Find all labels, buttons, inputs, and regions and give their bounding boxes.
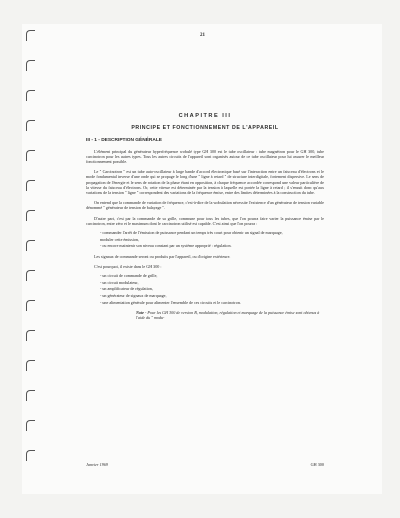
footer-date: Janvier 1969 xyxy=(86,462,108,467)
paragraph: C'est pourquoi, il existe dans le GH 300 : xyxy=(94,263,162,269)
paragraph: Les signaux de commande seront ou produits par l'appareil, ou d'origine extérieure. xyxy=(94,253,231,259)
list-item: - un circuit de commande de grille, xyxy=(100,273,158,279)
list-item: - un amplificateur de régulation, xyxy=(100,286,153,292)
footer xyxy=(86,462,324,467)
note-label: Note xyxy=(136,310,144,316)
list-circuits xyxy=(100,273,324,305)
list-item: moduler cette émission, xyxy=(100,236,139,242)
list-item: - un circuit modulateur, xyxy=(100,279,139,285)
paragraph: L'élément principal du générateur hyperfréquence wobulé type GH 300 est le tube oscillateur : tube magnétron pour le GH 300, tube carcinotron pour les autres types. Tous les autres circuits de l'appareil sont organisés autour de ce tube oscillateur pour lui assurer le meilleur fonctionnement possible. xyxy=(86,148,324,165)
page-number: 21 xyxy=(200,33,205,38)
chapter-heading: CHAPITRE III xyxy=(178,113,232,119)
note xyxy=(136,310,326,320)
list-item: - commander l'arrêt de l'émission de puissance pendant un temps très court pour obtenir un signal de marquage, xyxy=(100,230,283,236)
paragraph: Le " Carcinotron " est un tube auto-oscillateur à large bande d'accord électronique basé sur l'interaction entre un faisceau d'électrons et le mode fondamental inverse d'une onde qui se propage le long d'une " ligne à retard " de structure interdigitale, fortement dispersive. Le sens de propagation de l'énergie et le sens de rotation de la phase étant en opposition, à chaque fréquence accordée correspond une valeur particulière de la vitesse du faisceau d'électrons. Or, cette vitesse est déterminée par la tension à laquelle est portée la ligne à retard ; il s'ensuit donc qu'aux variations de la tension " ligne " correspondent des variations de la fréquence émise, entre des limites déterminées à la construction du tube. xyxy=(86,169,324,196)
chapter-title: PRINCIPE ET FONCTIONNEMENT DE L'APPAREIL xyxy=(131,125,279,132)
list-item: - ou encore maintenir son niveau constant par un système approprié : régulation. xyxy=(100,243,232,249)
note-text: - Pour les GH 300 de version B, modulation, régulation et marquage de la puissance émise sont obtenus à l'aide du " modu- xyxy=(136,310,320,321)
section-heading: III - 1 - DESCRIPTION GÉNÉRALE xyxy=(86,138,162,144)
list-commands xyxy=(100,230,324,249)
paragraph: D'autre part, c'est par la commande de sa grille, commune pour tous les tubes, que l'on pourra faire varier la puissance émise par le carcinotron, entre zéro et le maximum dont le carcinotron utilisé est capable. C'est ainsi que l'on pourra : xyxy=(86,215,324,226)
list-item: - une alimentation générale pour alimenter l'ensemble de ces circuits et le carcinotron. xyxy=(100,299,241,305)
footer-model: GH 300 xyxy=(310,462,324,467)
binder-holes xyxy=(26,30,38,480)
paragraph: On entend que la commande de variation de fréquence, c'est-à-dire de la wobulation nécessite l'existence d'un générateur de tension variable dénommé " générateur de tension de balayage ". xyxy=(86,200,324,211)
document-body xyxy=(86,32,324,320)
list-item: - un générateur de signaux de marquage, xyxy=(100,293,167,299)
